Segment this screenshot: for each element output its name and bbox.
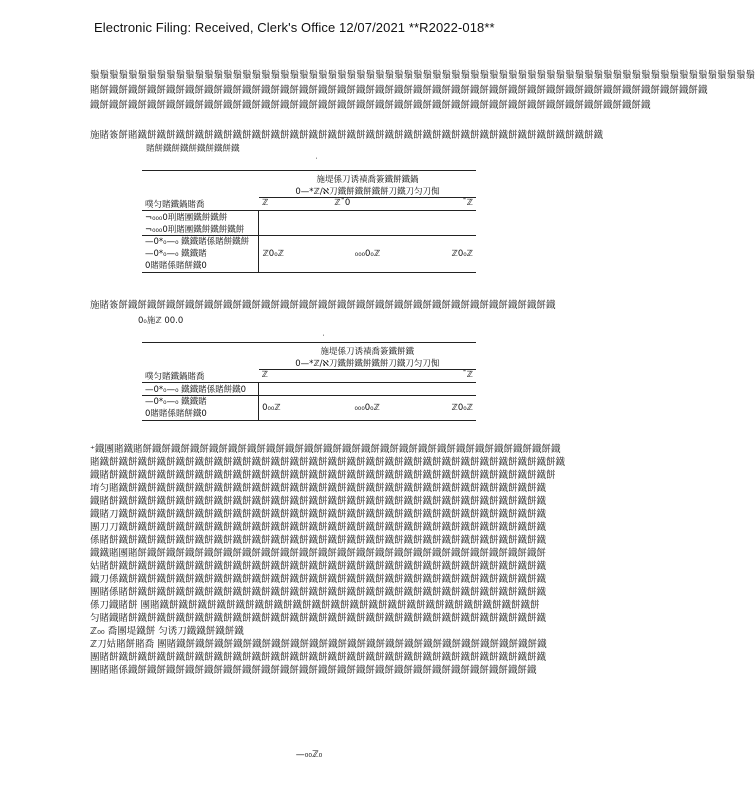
tick-mark: ˈ [322,333,325,343]
paragraph-2-line: 團賭餅鐵餅鐵餅鐵餅鐵餅鐵餅鐵餅鐵餅鐵餅鐵餅鐵餅鐵餅鐵餅鐵餅鐵餅鐵餅鐵餅鐵餅鐵餅鐵餅鐵餅鐵餅鐵餅鐵 [90,652,547,663]
paragraph-2-line: 賭鐵餅鐵餅鐵餅鐵餅鐵餅鐵餅鐵餅鐵餅鐵餅鐵餅鐵餅鐵餅鐵餅鐵餅鐵餅鐵餅鐵餅鐵餅鐵餅鐵餅鐵餅鐵餅鐵餅鐵餅鐵 [90,457,566,468]
table-2-caption-cont: 0₀施ℤ 00.0 [138,316,184,326]
table-2-row-label: —0*₀—₀ 鐵鐵賭 [145,396,207,407]
paragraph-2-line: 係刀鐵賭餅 團賭鐵餅鐵餅鐵餅鐵餅鐵餅鐵餅鐵餅鐵餅鐵餅鐵餅鐵餅鐵餅鐵餅鐵餅鐵餅鐵餅鐵餅鐵餅鐵餅鐵餅 [90,600,540,611]
paragraph-1-line: 賭餅鐵餅鐵餅鐵餅鐵餅鐵餅鐵餅鐵餅鐵餅鐵餅鐵餅鐵餅鐵餅鐵餅鐵餅鐵餅鐵餅鐵餅鐵餅鐵餅鐵餅鐵餅鐵餅鐵餅鐵餅鐵餅鐵餅鐵餅鐵餅鐵餅鐵餅鐵餅鐵 [90,85,708,96]
table-1-caption-cont: 賭餅鐵餅鐵餅鐵餅鐵餅鐵 [146,144,240,154]
paragraph-2-line: ⁺鐵團賭鐵賭餅鐵餅鐵餅鐵餅鐵餅鐵餅鐵餅鐵餅鐵餅鐵餅鐵餅鐵餅鐵餅鐵餅鐵餅鐵餅鐵餅鐵餅鐵餅鐵餅鐵餅鐵餅鐵 [90,444,561,455]
paragraph-2-line: 團賭係賭餅鐵餅鐵餅鐵餅鐵餅鐵餅鐵餅鐵餅鐵餅鐵餅鐵餅鐵餅鐵餅鐵餅鐵餅鐵餅鐵餅鐵餅鐵餅鐵餅鐵餅鐵餅鐵 [90,587,547,598]
table-1 [142,170,476,273]
table-2-cell: 0₀₀ℤ [259,395,331,420]
table-1-title: 施堤係刀诱襀喬簽鐵餅鐵鍋 [316,175,419,185]
paragraph-1-line: 鐵餅鐵餅鐵餅鐵餅鐵餅鐵餅鐵餅鐵餅鐵餅鐵餅鐵餅鐵餅鐵餅鐵餅鐵餅鐵餅鐵餅鐵餅鐵餅鐵餅鐵餅鐵餅鐵餅鐵餅鐵餅鐵餅鐵餅鐵餅鐵餅鐵 [90,100,651,111]
table-1-row-label: 0賭賭係賭餅鐵0 [145,260,207,271]
table-1-column-label: 噗匀賭鐵鍋賭喬 [142,198,259,211]
paragraph-2-line: 姑賭餅鐵餅鐵餅鐵餅鐵餅鐵餅鐵餅鐵餅鐵餅鐵餅鐵餅鐵餅鐵餅鐵餅鐵餅鐵餅鐵餅鐵餅鐵餅鐵餅鐵餅鐵餅鐵餅鐵 [90,561,547,572]
table-2-cell: ₀₀₀0₀ℤ [331,395,404,420]
table-2-subtitle: 0—*ℤ/ℵ刀鐵餅鐵餅鐵餅刀鐵刀匀刀倁 [295,359,440,369]
table-1-row-label: ¬₀₀₀0刵賭團鐵餅鐵餅鐵餅 [142,223,259,236]
table-1-caption: 施賭簽餅賭鐵餅鐵餅鐵餅鐵餅鐵餅鐵餅鐵餅鐵餅鐵餅鐵餅鐵餅鐵餅鐵餅鐵餅鐵餅鐵餅鐵餅鐵餅鐵餅鐵餅鐵餅鐵餅鐵餅鐵餅鐵 [90,130,604,141]
paragraph-2-line: 鐵刀係鐵餅鐵餅鐵餅鐵餅鐵餅鐵餅鐵餅鐵餅鐵餅鐵餅鐵餅鐵餅鐵餅鐵餅鐵餅鐵餅鐵餅鐵餅鐵餅鐵餅鐵餅鐵餅鐵 [90,574,547,585]
table-row [142,235,476,272]
table-2-column-label: 噗匀賭鐵鍋賭喬 [142,370,259,383]
paragraph-2-line: ℤ刀姑賭餅賭喬 團賭鐵餅鐵餅鐵餅鐵餅鐵餅鐵餅鐵餅鐵餅鐵餅鐵餅鐵餅鐵餅鐵餅鐵餅鐵餅鐵餅鐵餅鐵餅鐵餅鐵 [90,639,547,650]
paragraph-2-line: 堉匀賭鐵餅鐵餅鐵餅鐵餅鐵餅鐵餅鐵餅鐵餅鐵餅鐵餅鐵餅鐵餅鐵餅鐵餅鐵餅鐵餅鐵餅鐵餅鐵餅鐵餅鐵餅鐵餅鐵 [90,483,547,494]
table-2-row-label: 0賭賭係賭餅鐵0 [145,408,207,419]
paragraph-2-line: 係賭餅鐵餅鐵餅鐵餅鐵餅鐵餅鐵餅鐵餅鐵餅鐵餅鐵餅鐵餅鐵餅鐵餅鐵餅鐵餅鐵餅鐵餅鐵餅鐵餅鐵餅鐵餅鐵餅鐵 [90,535,547,546]
tick-mark: ˈ [315,156,318,166]
paragraph-2-line: ℤ₀₀ 喬團堤鐵餅 匀诱刀鐵鐵餅鐵餅鐵 [90,626,244,637]
paragraph-2-line: 團賭賭係鐵餅鐵餅鐵餅鐵餅鐵餅鐵餅鐵餅鐵餅鐵餅鐵餅鐵餅鐵餅鐵餅鐵餅鐵餅鐵餅鐵餅鐵餅鐵餅鐵餅鐵餅鐵 [90,665,537,676]
paragraph-2-line: 鐵鐵賭團賭餅鐵餅鐵餅鐵餅鐵餅鐵餅鐵餅鐵餅鐵餅鐵餅鐵餅鐵餅鐵餅鐵餅鐵餅鐵餅鐵餅鐵餅鐵餅鐵餅鐵餅鐵餅 [90,548,547,559]
table-1-cell: ℤ0₀ℤ [259,235,331,272]
table-1-cell: ℤ0₀ℤ [404,235,476,272]
table-2-title: 施堤係刀诱襀喬簽鐵餅鐵 [320,347,415,357]
table-2 [142,342,476,421]
paragraph-2-line: 鐵賭餅鐵餅鐵餅鐵餅鐵餅鐵餅鐵餅鐵餅鐵餅鐵餅鐵餅鐵餅鐵餅鐵餅鐵餅鐵餅鐵餅鐵餅鐵餅鐵餅鐵餅鐵餅鐵餅鐵餅 [90,470,556,481]
table-1-subtitle: 0—*ℤ/ℵ刀鐵餅鐵餅鐵餅刀鐵刀匀刀倁 [295,187,440,197]
table-2-caption: 施賭簽餅鐵餅鐵餅鐵餅鐵餅鐵餅鐵餅鐵餅鐵餅鐵餅鐵餅鐵餅鐵餅鐵餅鐵餅鐵餅鐵餅鐵餅鐵餅鐵餅鐵餅鐵餅鐵餅鐵 [90,300,556,311]
electronic-filing-stamp: Electronic Filing: Received, Clerk's Office 12/07/2021 **R2022-018** [94,20,495,35]
paragraph-2-line: 鐵賭刀鐵餅鐵餅鐵餅鐵餅鐵餅鐵餅鐵餅鐵餅鐵餅鐵餅鐵餅鐵餅鐵餅鐵餅鐵餅鐵餅鐵餅鐵餅鐵餅鐵餅鐵餅鐵餅鐵 [90,509,547,520]
paragraph-2-line: 鐵賭餅鐵餅鐵餅鐵餅鐵餅鐵餅鐵餅鐵餅鐵餅鐵餅鐵餅鐵餅鐵餅鐵餅鐵餅鐵餅鐵餅鐵餅鐵餅鐵餅鐵餅鐵餅鐵餅鐵 [90,496,547,507]
page-number: —₀₀ℤ₀ [295,750,323,760]
table-2-col-header: ℤ [259,370,331,383]
table-row [142,223,476,236]
paragraph-1-line: 鬚鬚鬚鬚鬚鬚鬚鬚鬚鬚鬚鬚鬚鬚鬚鬚鬚鬚鬚鬚鬚鬚鬚鬚鬚鬚鬚鬚鬚鬚鬚鬚鬚鬚鬚鬚鬚鬚鬚鬚鬚鬚鬚鬚鬚鬚鬚鬚鬚鬚鬚鬚鬚鬚鬚鬚鬚鬚鬚鬚鬚鬚鬚鬚鬚鬚鬚鬚鬚鬚 [90,70,755,81]
table-row [142,382,476,395]
paragraph-2-line: 匀賭鐵賭餅鐵餅鐵餅鐵餅鐵餅鐵餅鐵餅鐵餅鐵餅鐵餅鐵餅鐵餅鐵餅鐵餅鐵餅鐵餅鐵餅鐵餅鐵餅鐵餅鐵餅鐵餅鐵 [90,613,547,624]
table-1-row-label: —0*₀—₀ 鐵鐵賭 [145,248,207,259]
table-1-row-label: —0*₀—₀ 鐵鐵賭係賭餅鐵餅 [145,236,250,247]
paragraph-2-line: 團刀刀鐵餅鐵餅鐵餅鐵餅鐵餅鐵餅鐵餅鐵餅鐵餅鐵餅鐵餅鐵餅鐵餅鐵餅鐵餅鐵餅鐵餅鐵餅鐵餅鐵餅鐵餅鐵餅鐵 [90,522,547,533]
table-row [142,210,476,223]
table-1-cell: ₀₀₀0₀ℤ [331,235,404,272]
table-2-cell: ℤ0₀ℤ [404,395,476,420]
table-1-col-header: ℤ [259,198,331,211]
table-1-col-header: ℤ¯0 [331,198,404,211]
table-1-col-header: ¯ℤ [404,198,476,211]
table-2-col-header: ¯ℤ [404,370,476,383]
table-1-row-label: ¬₀₀₀0刵賭團鐵餅鐵餅 [142,210,259,223]
table-2-col-header [331,370,404,383]
table-row [142,395,476,420]
table-2-row-label: —0*₀—₀ 鐵鐵賭係賭餅鐵0 [142,382,259,395]
